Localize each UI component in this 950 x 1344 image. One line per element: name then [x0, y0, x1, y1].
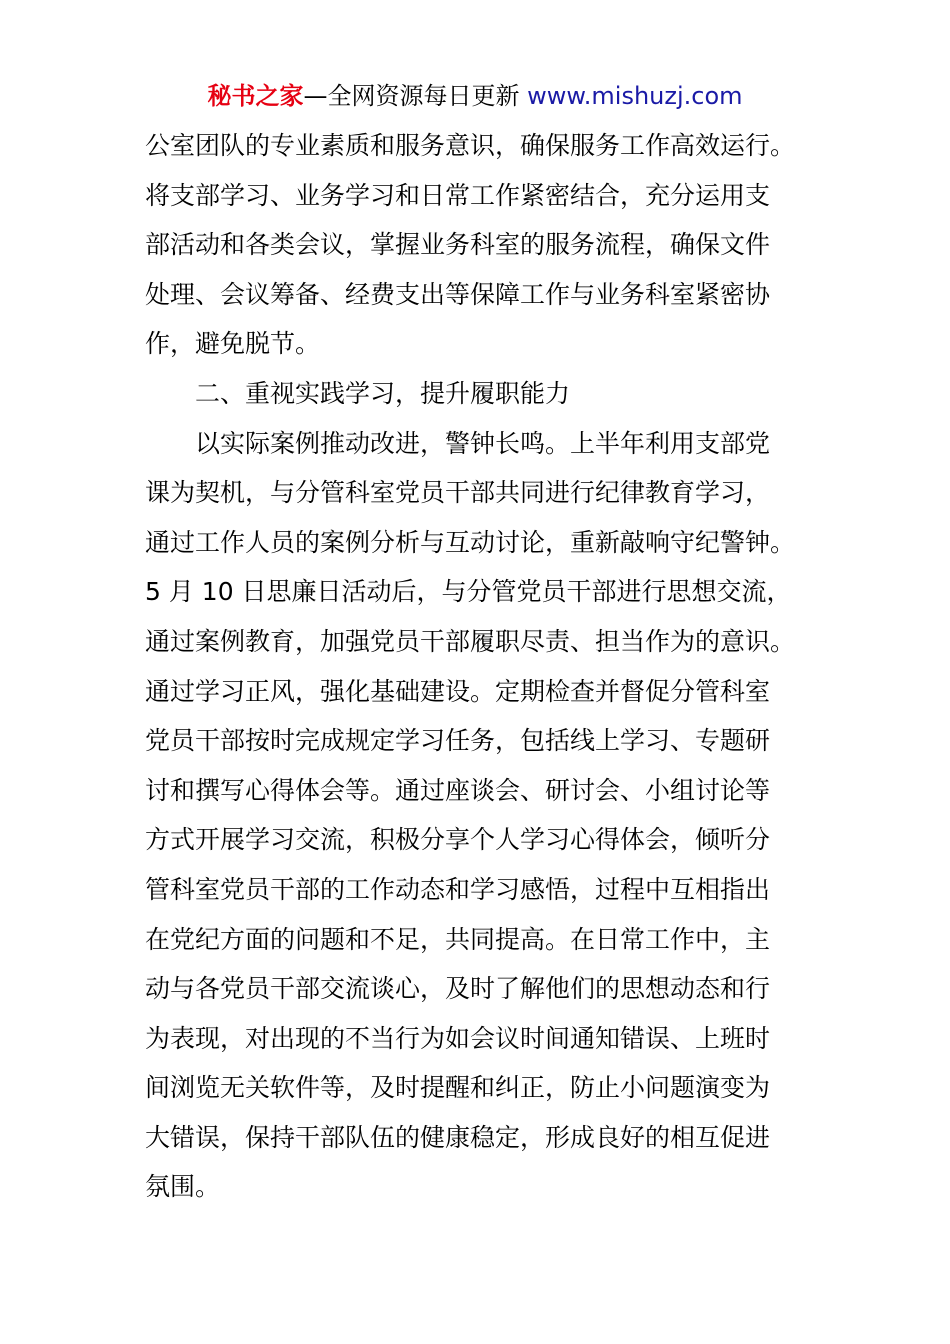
text-line: 为表现，对出现的不当行为如会议时间通知错误、上班时 — [145, 1023, 771, 1053]
text-line: 在党纪方面的问题和不足，共同提高。在日常工作中，主 — [145, 924, 771, 954]
text-line: 公室团队的专业素质和服务意识，确保服务工作高效运行。 — [145, 131, 796, 160]
text-line: 将支部学习、业务学习和日常工作紧密结合，充分运用支 — [145, 180, 771, 210]
text-line: 通过案例教育，加强党员干部履职尽责、担当作为的意识。 — [145, 626, 796, 656]
text-line: 通过学习正风，强化基础建设。定期检查并督促分管科室 — [145, 676, 771, 706]
text-line: 动与各党员干部交流谈心，及时了解他们的思想动态和行 — [145, 974, 771, 1004]
text-line: 间浏览无关软件等，及时提醒和纠正，防止小问题演变为 — [145, 1073, 771, 1103]
brand-name: 秘书之家 — [207, 82, 304, 110]
text-line: 部活动和各类会议，掌握业务科室的服务流程，确保文件 — [145, 230, 771, 260]
text-line: 大错误，保持干部队伍的健康稳定，形成良好的相互促进 — [145, 1122, 771, 1152]
text-line: 5 月 10 日思廉日活动后，与分管党员干部进行思想交流， — [145, 577, 792, 607]
paragraph-first-line: 以实际案例推动改进，警钟长鸣。上半年利用支部党 — [195, 428, 771, 458]
site-url-link[interactable]: www.mishuzj.com — [527, 82, 743, 110]
header-slogan: —全网资源每日更新 — [303, 82, 520, 110]
text-line: 方式开展学习交流，积极分享个人学习心得体会，倾听分 — [145, 825, 771, 855]
text-line: 讨和撰写心得体会等。通过座谈会、研讨会、小组讨论等 — [145, 775, 771, 805]
site-header — [0, 80, 950, 112]
text-line: 管科室党员干部的工作动态和学习感悟，过程中互相指出 — [145, 874, 771, 904]
text-line: 课为契机，与分管科室党员干部共同进行纪律教育学习， — [145, 478, 771, 508]
section-heading: 二、重视实践学习，提升履职能力 — [195, 378, 571, 408]
text-line: 氛围。 — [145, 1172, 221, 1202]
text-line: 党员干部按时完成规定学习任务，包括线上学习、专题研 — [145, 726, 771, 756]
text-line: 通过工作人员的案例分析与互动讨论，重新敲响守纪警钟。 — [145, 527, 796, 557]
document-body — [145, 121, 795, 1212]
text-line: 作，避免脱节。 — [145, 329, 321, 359]
text-line: 处理、会议筹备、经费支出等保障工作与业务科室紧密协 — [145, 279, 771, 309]
